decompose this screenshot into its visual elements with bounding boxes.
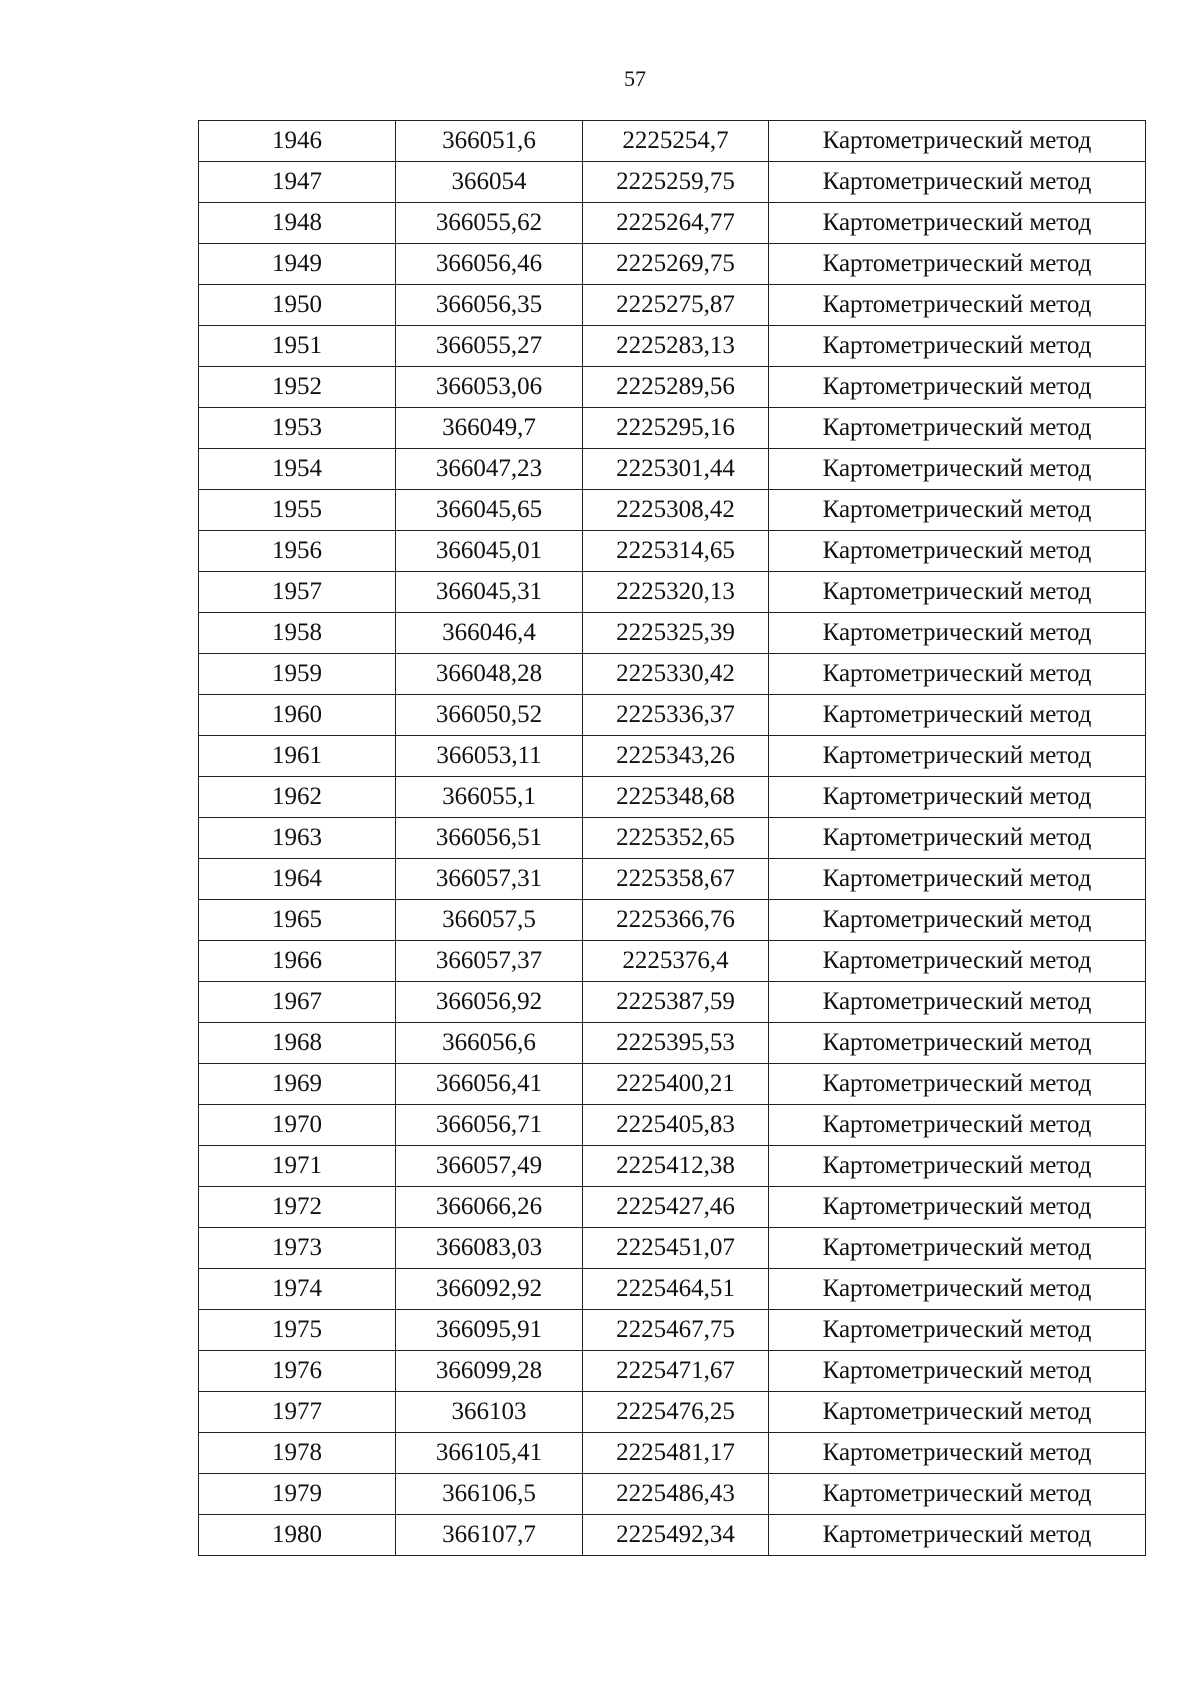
x-coordinate-cell: 366048,28 bbox=[396, 654, 583, 695]
table-row bbox=[199, 941, 1146, 982]
y-coordinate-cell: 2225395,53 bbox=[583, 1023, 769, 1064]
x-coordinate-cell: 366045,31 bbox=[396, 572, 583, 613]
table-row bbox=[199, 121, 1146, 162]
y-coordinate-cell: 2225330,42 bbox=[583, 654, 769, 695]
table-row bbox=[199, 1064, 1146, 1105]
point-number-cell: 1976 bbox=[199, 1351, 396, 1392]
table-row bbox=[199, 777, 1146, 818]
method-cell: Картометрический метод bbox=[769, 1351, 1146, 1392]
method-cell: Картометрический метод bbox=[769, 244, 1146, 285]
y-coordinate-cell: 2225492,34 bbox=[583, 1515, 769, 1556]
y-coordinate-cell: 2225295,16 bbox=[583, 408, 769, 449]
point-number-cell: 1947 bbox=[199, 162, 396, 203]
point-number-cell: 1955 bbox=[199, 490, 396, 531]
point-number-cell: 1979 bbox=[199, 1474, 396, 1515]
x-coordinate-cell: 366049,7 bbox=[396, 408, 583, 449]
y-coordinate-cell: 2225336,37 bbox=[583, 695, 769, 736]
method-cell: Картометрический метод bbox=[769, 818, 1146, 859]
y-coordinate-cell: 2225476,25 bbox=[583, 1392, 769, 1433]
x-coordinate-cell: 366055,1 bbox=[396, 777, 583, 818]
x-coordinate-cell: 366095,91 bbox=[396, 1310, 583, 1351]
table-row bbox=[199, 162, 1146, 203]
x-coordinate-cell: 366103 bbox=[396, 1392, 583, 1433]
method-cell: Картометрический метод bbox=[769, 1064, 1146, 1105]
method-cell: Картометрический метод bbox=[769, 326, 1146, 367]
point-number-cell: 1958 bbox=[199, 613, 396, 654]
y-coordinate-cell: 2225427,46 bbox=[583, 1187, 769, 1228]
method-cell: Картометрический метод bbox=[769, 490, 1146, 531]
table-row bbox=[199, 1433, 1146, 1474]
point-number-cell: 1971 bbox=[199, 1146, 396, 1187]
table-row bbox=[199, 1187, 1146, 1228]
y-coordinate-cell: 2225325,39 bbox=[583, 613, 769, 654]
method-cell: Картометрический метод bbox=[769, 367, 1146, 408]
point-number-cell: 1953 bbox=[199, 408, 396, 449]
method-cell: Картометрический метод bbox=[769, 121, 1146, 162]
point-number-cell: 1959 bbox=[199, 654, 396, 695]
x-coordinate-cell: 366057,37 bbox=[396, 941, 583, 982]
x-coordinate-cell: 366057,49 bbox=[396, 1146, 583, 1187]
x-coordinate-cell: 366056,46 bbox=[396, 244, 583, 285]
point-number-cell: 1948 bbox=[199, 203, 396, 244]
coordinates-table bbox=[198, 120, 1146, 1556]
method-cell: Картометрический метод bbox=[769, 408, 1146, 449]
point-number-cell: 1949 bbox=[199, 244, 396, 285]
point-number-cell: 1966 bbox=[199, 941, 396, 982]
x-coordinate-cell: 366054 bbox=[396, 162, 583, 203]
table-row bbox=[199, 1146, 1146, 1187]
x-coordinate-cell: 366056,92 bbox=[396, 982, 583, 1023]
x-coordinate-cell: 366045,01 bbox=[396, 531, 583, 572]
table-row bbox=[199, 1228, 1146, 1269]
table-row bbox=[199, 203, 1146, 244]
page-number: 57 bbox=[624, 66, 646, 91]
method-cell: Картометрический метод bbox=[769, 1310, 1146, 1351]
point-number-cell: 1970 bbox=[199, 1105, 396, 1146]
table-row bbox=[199, 367, 1146, 408]
method-cell: Картометрический метод bbox=[769, 941, 1146, 982]
point-number-cell: 1972 bbox=[199, 1187, 396, 1228]
y-coordinate-cell: 2225275,87 bbox=[583, 285, 769, 326]
x-coordinate-cell: 366056,6 bbox=[396, 1023, 583, 1064]
x-coordinate-cell: 366045,65 bbox=[396, 490, 583, 531]
x-coordinate-cell: 366107,7 bbox=[396, 1515, 583, 1556]
table-row bbox=[199, 695, 1146, 736]
x-coordinate-cell: 366053,06 bbox=[396, 367, 583, 408]
x-coordinate-cell: 366057,31 bbox=[396, 859, 583, 900]
y-coordinate-cell: 2225343,26 bbox=[583, 736, 769, 777]
x-coordinate-cell: 366047,23 bbox=[396, 449, 583, 490]
x-coordinate-cell: 366051,6 bbox=[396, 121, 583, 162]
method-cell: Картометрический метод bbox=[769, 1187, 1146, 1228]
point-number-cell: 1969 bbox=[199, 1064, 396, 1105]
x-coordinate-cell: 366057,5 bbox=[396, 900, 583, 941]
method-cell: Картометрический метод bbox=[769, 695, 1146, 736]
x-coordinate-cell: 366106,5 bbox=[396, 1474, 583, 1515]
table-row bbox=[199, 1310, 1146, 1351]
y-coordinate-cell: 2225259,75 bbox=[583, 162, 769, 203]
y-coordinate-cell: 2225405,83 bbox=[583, 1105, 769, 1146]
method-cell: Картометрический метод bbox=[769, 736, 1146, 777]
point-number-cell: 1963 bbox=[199, 818, 396, 859]
method-cell: Картометрический метод bbox=[769, 449, 1146, 490]
table-row bbox=[199, 982, 1146, 1023]
point-number-cell: 1952 bbox=[199, 367, 396, 408]
point-number-cell: 1951 bbox=[199, 326, 396, 367]
method-cell: Картометрический метод bbox=[769, 203, 1146, 244]
method-cell: Картометрический метод bbox=[769, 1474, 1146, 1515]
method-cell: Картометрический метод bbox=[769, 285, 1146, 326]
x-coordinate-cell: 366066,26 bbox=[396, 1187, 583, 1228]
x-coordinate-cell: 366083,03 bbox=[396, 1228, 583, 1269]
y-coordinate-cell: 2225400,21 bbox=[583, 1064, 769, 1105]
table-row bbox=[199, 572, 1146, 613]
table-row bbox=[199, 1474, 1146, 1515]
table-row bbox=[199, 900, 1146, 941]
y-coordinate-cell: 2225254,7 bbox=[583, 121, 769, 162]
point-number-cell: 1957 bbox=[199, 572, 396, 613]
point-number-cell: 1977 bbox=[199, 1392, 396, 1433]
table-row bbox=[199, 859, 1146, 900]
table-row bbox=[199, 1269, 1146, 1310]
table-row bbox=[199, 244, 1146, 285]
method-cell: Картометрический метод bbox=[769, 1023, 1146, 1064]
y-coordinate-cell: 2225376,4 bbox=[583, 941, 769, 982]
x-coordinate-cell: 366055,27 bbox=[396, 326, 583, 367]
point-number-cell: 1954 bbox=[199, 449, 396, 490]
point-number-cell: 1974 bbox=[199, 1269, 396, 1310]
y-coordinate-cell: 2225320,13 bbox=[583, 572, 769, 613]
table-row bbox=[199, 531, 1146, 572]
point-number-cell: 1978 bbox=[199, 1433, 396, 1474]
table-row bbox=[199, 818, 1146, 859]
point-number-cell: 1961 bbox=[199, 736, 396, 777]
point-number-cell: 1950 bbox=[199, 285, 396, 326]
table-row bbox=[199, 654, 1146, 695]
y-coordinate-cell: 2225352,65 bbox=[583, 818, 769, 859]
x-coordinate-cell: 366056,51 bbox=[396, 818, 583, 859]
table-row bbox=[199, 1515, 1146, 1556]
x-coordinate-cell: 366053,11 bbox=[396, 736, 583, 777]
method-cell: Картометрический метод bbox=[769, 1105, 1146, 1146]
method-cell: Картометрический метод bbox=[769, 777, 1146, 818]
x-coordinate-cell: 366050,52 bbox=[396, 695, 583, 736]
x-coordinate-cell: 366055,62 bbox=[396, 203, 583, 244]
table-row bbox=[199, 1392, 1146, 1433]
table-row bbox=[199, 449, 1146, 490]
method-cell: Картометрический метод bbox=[769, 572, 1146, 613]
method-cell: Картометрический метод bbox=[769, 1515, 1146, 1556]
x-coordinate-cell: 366099,28 bbox=[396, 1351, 583, 1392]
x-coordinate-cell: 366056,41 bbox=[396, 1064, 583, 1105]
table-row bbox=[199, 490, 1146, 531]
point-number-cell: 1965 bbox=[199, 900, 396, 941]
y-coordinate-cell: 2225269,75 bbox=[583, 244, 769, 285]
y-coordinate-cell: 2225366,76 bbox=[583, 900, 769, 941]
method-cell: Картометрический метод bbox=[769, 162, 1146, 203]
x-coordinate-cell: 366056,35 bbox=[396, 285, 583, 326]
method-cell: Картометрический метод bbox=[769, 1228, 1146, 1269]
coordinates-table-body bbox=[199, 121, 1146, 1556]
method-cell: Картометрический метод bbox=[769, 613, 1146, 654]
point-number-cell: 1975 bbox=[199, 1310, 396, 1351]
y-coordinate-cell: 2225467,75 bbox=[583, 1310, 769, 1351]
table-row bbox=[199, 1023, 1146, 1064]
y-coordinate-cell: 2225283,13 bbox=[583, 326, 769, 367]
table-row bbox=[199, 408, 1146, 449]
method-cell: Картометрический метод bbox=[769, 1433, 1146, 1474]
point-number-cell: 1967 bbox=[199, 982, 396, 1023]
y-coordinate-cell: 2225358,67 bbox=[583, 859, 769, 900]
y-coordinate-cell: 2225412,38 bbox=[583, 1146, 769, 1187]
method-cell: Картометрический метод bbox=[769, 982, 1146, 1023]
x-coordinate-cell: 366046,4 bbox=[396, 613, 583, 654]
method-cell: Картометрический метод bbox=[769, 859, 1146, 900]
point-number-cell: 1980 bbox=[199, 1515, 396, 1556]
y-coordinate-cell: 2225314,65 bbox=[583, 531, 769, 572]
y-coordinate-cell: 2225464,51 bbox=[583, 1269, 769, 1310]
y-coordinate-cell: 2225308,42 bbox=[583, 490, 769, 531]
point-number-cell: 1968 bbox=[199, 1023, 396, 1064]
table-row bbox=[199, 736, 1146, 777]
x-coordinate-cell: 366056,71 bbox=[396, 1105, 583, 1146]
table-row bbox=[199, 326, 1146, 367]
y-coordinate-cell: 2225264,77 bbox=[583, 203, 769, 244]
method-cell: Картометрический метод bbox=[769, 654, 1146, 695]
y-coordinate-cell: 2225486,43 bbox=[583, 1474, 769, 1515]
table-row bbox=[199, 1351, 1146, 1392]
method-cell: Картометрический метод bbox=[769, 1146, 1146, 1187]
point-number-cell: 1962 bbox=[199, 777, 396, 818]
y-coordinate-cell: 2225471,67 bbox=[583, 1351, 769, 1392]
point-number-cell: 1956 bbox=[199, 531, 396, 572]
table-row bbox=[199, 613, 1146, 654]
x-coordinate-cell: 366105,41 bbox=[396, 1433, 583, 1474]
point-number-cell: 1946 bbox=[199, 121, 396, 162]
y-coordinate-cell: 2225348,68 bbox=[583, 777, 769, 818]
table-row bbox=[199, 285, 1146, 326]
method-cell: Картометрический метод bbox=[769, 531, 1146, 572]
point-number-cell: 1973 bbox=[199, 1228, 396, 1269]
method-cell: Картометрический метод bbox=[769, 1269, 1146, 1310]
y-coordinate-cell: 2225289,56 bbox=[583, 367, 769, 408]
y-coordinate-cell: 2225387,59 bbox=[583, 982, 769, 1023]
y-coordinate-cell: 2225301,44 bbox=[583, 449, 769, 490]
point-number-cell: 1960 bbox=[199, 695, 396, 736]
method-cell: Картометрический метод bbox=[769, 900, 1146, 941]
y-coordinate-cell: 2225481,17 bbox=[583, 1433, 769, 1474]
table-row bbox=[199, 1105, 1146, 1146]
x-coordinate-cell: 366092,92 bbox=[396, 1269, 583, 1310]
point-number-cell: 1964 bbox=[199, 859, 396, 900]
method-cell: Картометрический метод bbox=[769, 1392, 1146, 1433]
y-coordinate-cell: 2225451,07 bbox=[583, 1228, 769, 1269]
